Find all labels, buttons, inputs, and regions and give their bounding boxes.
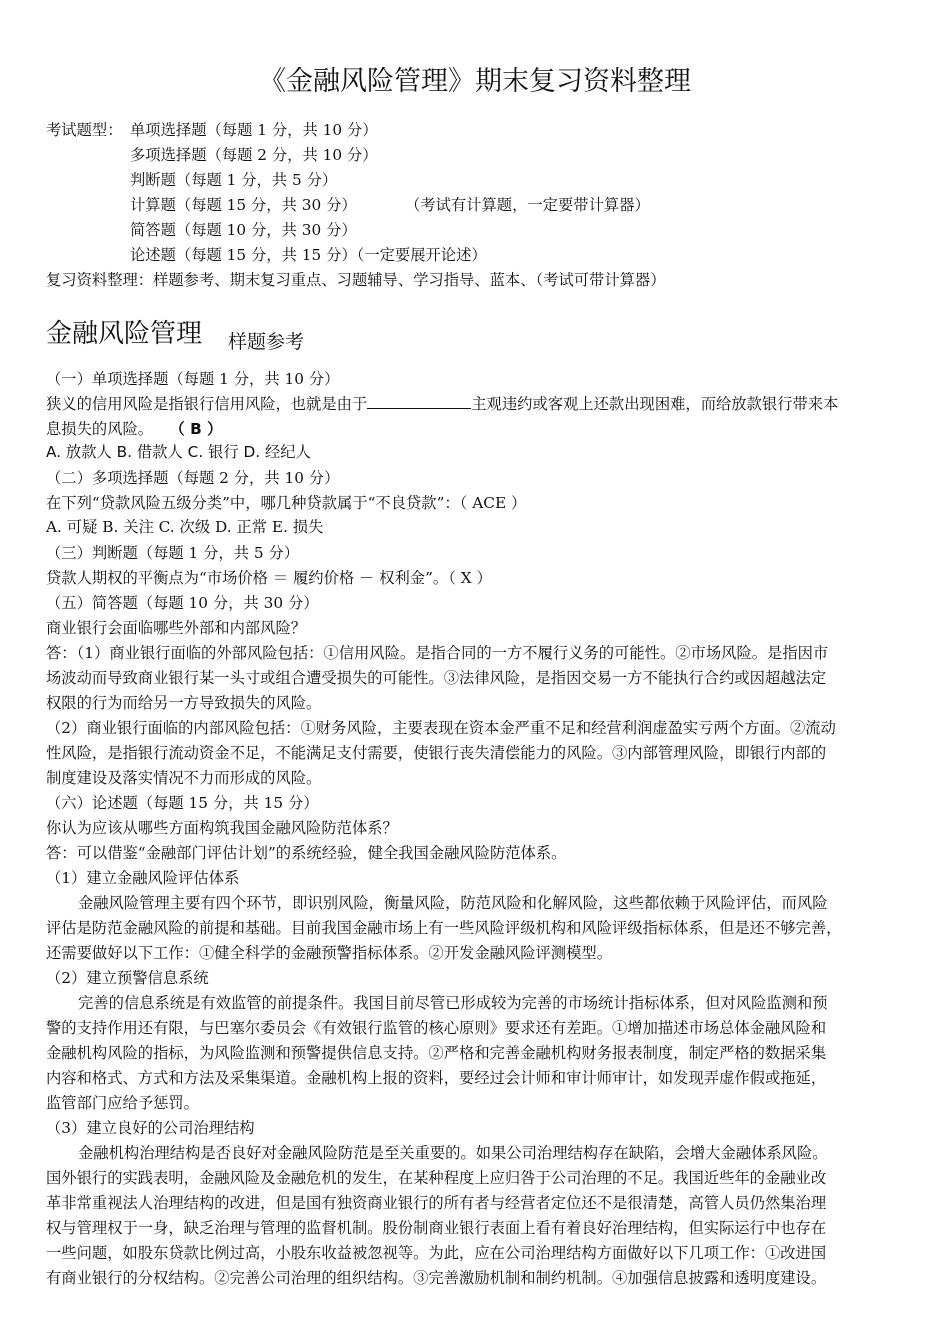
paragraph-line: 金融机构治理结构是否良好对金融风险防范是至关重要的。如果公司治理结构存在缺陷，会增大金融体系风险。 (78, 1144, 828, 1162)
essay-heading: （六）论述题（每题 15 分，共 15 分） (46, 794, 319, 812)
exam-type-detail: （每题 15 分，共 30 分） (175, 196, 357, 214)
materials-line: 复习资料整理：样题参考、期末复习重点、习题辅导、学习指导、蓝本、（考试可带计算器） (46, 271, 666, 289)
essay-part-heading: （2）建立预警信息系统 (46, 969, 209, 987)
paragraph-line: 权与管理权于一身，缺乏治理与管理的监督机制。股份制商业银行表面上看有着良好治理结构，但实际运行中也存在 (46, 1219, 827, 1237)
exam-type-item (130, 143, 378, 168)
essay-part-heading: （1）建立金融风险评估体系 (46, 869, 240, 887)
paragraph-line: 警的支持作用还有限，与巴塞尔委员会《有效银行监管的核心原则》要求还有差距。①增加描述市场总体金融风险和 (46, 1019, 827, 1037)
paragraph-line: （2）商业银行面临的内部风险包括：①财务风险，主要表现在资本金严重不足和经营利润虚盈实亏两个方面。②流动 (46, 719, 836, 737)
exam-type-detail: （每题 10 分，共 30 分） (175, 221, 357, 239)
paragraph-line: 国外银行的实践表明，金融风险及金融危机的发生，在某种程度上应归咎于公司治理的不足。我国近些年的金融业改 (46, 1169, 827, 1187)
question-text: 狭义的信用风险是指银行信用风险，也就是由于 (46, 395, 368, 413)
question-text: 息损失的风险。 (46, 420, 154, 438)
exam-types-label: 考试题型： (46, 121, 123, 139)
essay-answer-intro: 答：可以借鉴“金融部门评估计划”的系统经验，健全我国金融风险防范体系。 (46, 844, 567, 862)
paragraph-line: 内容和格式、方式和方法及采集渠道。金融机构上报的资料，要经过会计师和审计师审计，如发现弄虚作假或拖延， (46, 1069, 827, 1087)
paragraph-line: 金融机构风险的指标，为风险监测和预警提供信息支持。②严格和完善金融机构财务报表制度，制定严格的数据采集 (46, 1044, 827, 1062)
essay-question: 你认为应该从哪些方面构筑我国金融风险防范体系？ (46, 819, 398, 837)
paragraph-line: 权限的行为而给另一方导致损失的风险。 (46, 694, 322, 712)
section-heading-main: 金融风险管理 (46, 319, 203, 349)
exam-type-item (130, 243, 487, 268)
paragraph-line: 完善的信息系统是有效监管的前提条件。我国目前尽管已形成较为完善的市场统计指标体系，但对风险监测和预 (78, 994, 828, 1012)
paragraph-line: 制度建设及落实情况不力而形成的风险。 (46, 769, 322, 787)
true-false-heading: （三）判断题（每题 1 分，共 5 分） (46, 544, 300, 562)
paragraph-line: 评估是防范金融风险的前提和基础。目前我国金融市场上有一些风险评级机构和风险评级指标体系，但是还不够完善， (46, 919, 842, 937)
paragraph-line: 革非常重视法人治理结构的改进，但是国有独资商业银行的所有者与经营者定位还不是很清楚，高管人员仍然集治理 (46, 1194, 827, 1212)
exam-type-detail: （每题 2 分，共 10 分） (206, 146, 378, 164)
paragraph-line: 监管部门应给予惩罚。 (46, 1094, 199, 1112)
exam-type-item (130, 218, 357, 243)
paragraph-line: 一些问题，如股东贷款比例过高，小股东收益被忽视等。为此，应在公司治理结构方面做好以下几项工作：①改进国 (46, 1244, 827, 1262)
exam-type-detail: （每题 15 分，共 15 分） (175, 246, 357, 264)
exam-type-name: 简答题 (130, 221, 176, 239)
paragraph-line: 答：（1）商业银行面临的外部风险包括：①信用风险。是指合同的一方不履行义务的可能性。②市场风险。是指因市 (46, 644, 829, 662)
section-heading-sub: 样题参考 (228, 331, 305, 353)
multi-choice-heading: （二）多项选择题（每题 2 分，共 10 分） (46, 469, 340, 487)
document-title: 《金融风险管理》期末复习资料整理 (259, 66, 691, 97)
single-choice-options: A. 放款人 B. 借款人 C. 银行 D. 经纪人 (46, 443, 311, 461)
section-heading (46, 316, 304, 354)
essay-part-heading: （3）建立良好的公司治理结构 (46, 1119, 255, 1137)
paragraph-line: 金融风险管理主要有四个环节，即识别风险，衡量风险，防范风险和化解风险，这些都依赖于风险评估，而风险 (78, 894, 828, 912)
question-text: 主观违约或客观上还款出现困难，而给放款银行带来本 (471, 395, 839, 413)
exam-type-item (130, 118, 378, 143)
short-answer-heading: （五）简答题（每题 10 分，共 30 分） (46, 594, 319, 612)
single-choice-heading: （一）单项选择题（每题 1 分，共 10 分） (46, 370, 340, 388)
paragraph-line: 还需要做好以下工作：①健全科学的金融预警指标体系。②开发金融风险评测模型。 (46, 944, 612, 962)
multi-choice-options: A. 可疑 B. 关注 C. 次级 D. 正常 E. 损失 (46, 518, 324, 536)
exam-type-name: 多项选择题 (130, 146, 207, 164)
exam-type-name: 单项选择题 (130, 121, 207, 139)
short-answer-question: 商业银行会面临哪些外部和内部风险？ (46, 619, 307, 637)
exam-type-detail: （每题 1 分，共 10 分） (206, 121, 378, 139)
answer-blank (367, 394, 471, 409)
exam-type-note: （一定要展开论述） (356, 246, 487, 264)
exam-type-name: 判断题 (130, 171, 176, 189)
exam-type-item (130, 193, 357, 218)
single-choice-question-cont (46, 417, 222, 442)
single-choice-question (46, 392, 838, 417)
exam-type-item (130, 168, 337, 193)
exam-type-note: （考试有计算题，一定要带计算器） (405, 196, 650, 214)
paragraph-line: 场波动而导致商业银行某一头寸或组合遭受损失的可能性。③法律风险，是指因交易一方不能执行合约或因超越法定 (46, 669, 827, 687)
multi-choice-question: 在下列“贷款风险五级分类”中，哪几种贷款属于“不良贷款”：（ ACE ） (46, 494, 527, 512)
true-false-question: 贷款人期权的平衡点为“市场价格 ＝ 履约价格 － 权利金”。（ X ） (46, 569, 492, 587)
exam-type-name: 论述题 (130, 246, 176, 264)
answer-text: （ B ） (177, 420, 223, 438)
exam-type-detail: （每题 1 分，共 5 分） (175, 171, 338, 189)
exam-type-name: 计算题 (130, 196, 176, 214)
paragraph-line: 性风险，是指银行流动资金不足，不能满足支付需要，使银行丧失清偿能力的风险。③内部管理风险，即银行内部的 (46, 744, 827, 762)
paragraph-line: 有商业银行的分权结构。②完善公司治理的组织结构。③完善激励机制和制约机制。④加强信息披露和透明度建设。 (46, 1269, 827, 1287)
